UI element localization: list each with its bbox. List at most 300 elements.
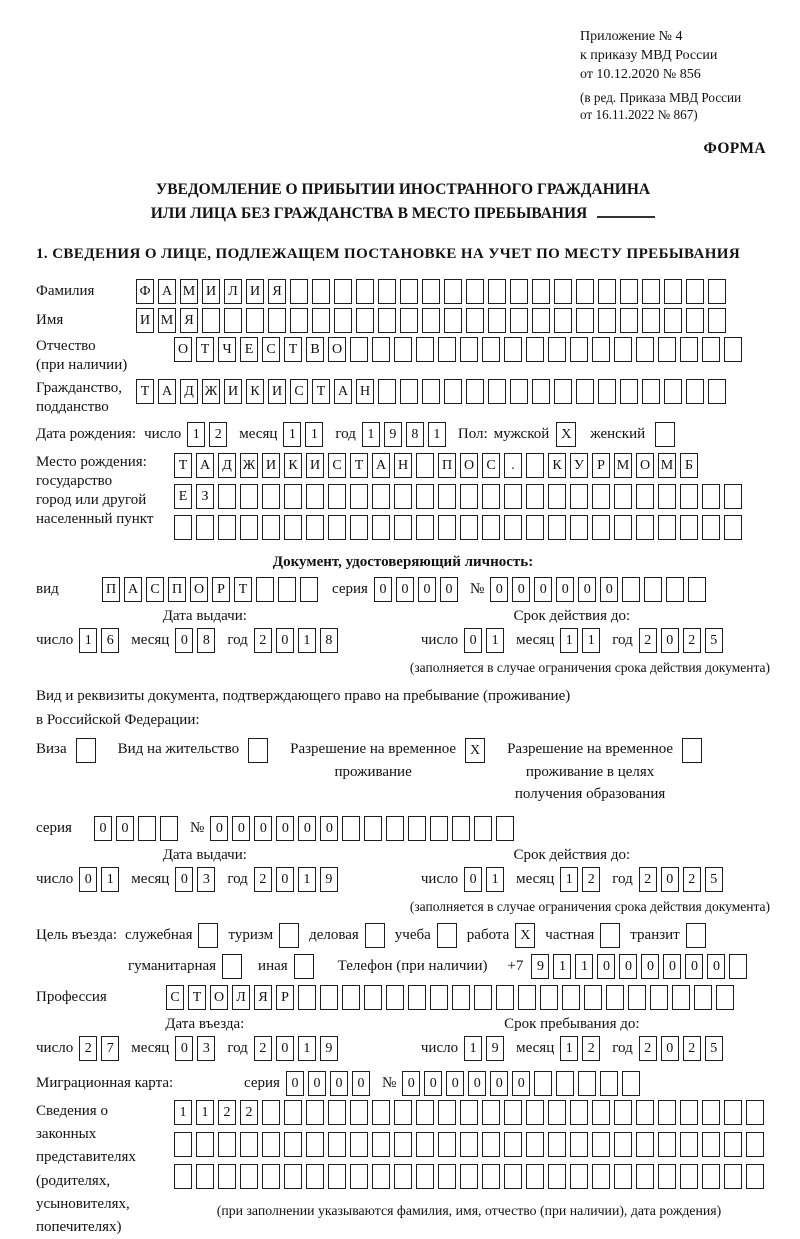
char-box[interactable] [218,484,236,509]
char-box[interactable]: Т [174,453,192,478]
char-box[interactable]: 2 [240,1100,258,1125]
stay-month[interactable] [560,1036,600,1061]
char-box[interactable] [174,515,192,540]
char-box[interactable]: 9 [320,1036,338,1061]
char-box[interactable] [570,515,588,540]
char-box[interactable]: Б [680,453,698,478]
char-box[interactable] [702,1100,720,1125]
char-box[interactable] [658,1164,676,1189]
char-box[interactable]: С [482,453,500,478]
option-temp-residence-checkbox[interactable]: X [465,738,485,763]
char-box[interactable] [620,308,638,333]
char-box[interactable] [548,484,566,509]
char-box[interactable] [262,515,280,540]
char-box[interactable]: М [614,453,632,478]
char-box[interactable] [460,484,478,509]
char-box[interactable]: 0 [286,1071,304,1096]
entry-year[interactable] [254,1036,338,1061]
char-box[interactable] [504,337,522,362]
char-box[interactable] [218,1164,236,1189]
identity-valid-day[interactable] [464,628,504,653]
char-box[interactable]: 1 [575,954,593,979]
char-box[interactable] [460,1132,478,1157]
char-box[interactable]: Т [284,337,302,362]
char-box[interactable] [702,337,720,362]
char-box[interactable] [350,1164,368,1189]
char-box[interactable]: 0 [468,1071,486,1096]
char-box[interactable] [620,379,638,404]
char-box[interactable] [708,308,726,333]
char-box[interactable] [526,1132,544,1157]
char-box[interactable] [488,279,506,304]
char-box[interactable] [438,515,456,540]
char-box[interactable]: Я [268,279,286,304]
char-box[interactable] [262,1132,280,1157]
char-box[interactable] [364,985,382,1010]
char-box[interactable] [394,1100,412,1125]
char-box[interactable]: 0 [320,816,338,841]
residence-valid-year[interactable] [639,867,723,892]
char-box[interactable] [262,1100,280,1125]
char-box[interactable]: Ж [202,379,220,404]
purpose-study-checkbox[interactable] [437,923,457,948]
char-box[interactable]: 9 [384,422,402,447]
char-box[interactable]: 1 [582,628,600,653]
char-box[interactable]: 0 [597,954,615,979]
char-box[interactable] [350,515,368,540]
purpose-humanitarian-checkbox[interactable] [222,954,242,979]
char-box[interactable]: 0 [424,1071,442,1096]
char-box[interactable]: И [202,279,220,304]
char-box[interactable]: 8 [320,628,338,653]
purpose-study[interactable] [395,923,457,948]
char-box[interactable] [658,1100,676,1125]
char-box[interactable] [416,337,434,362]
char-box[interactable] [570,337,588,362]
char-box[interactable]: 0 [330,1071,348,1096]
char-box[interactable]: 0 [402,1071,420,1096]
char-box[interactable] [708,279,726,304]
char-box[interactable]: О [328,337,346,362]
char-box[interactable]: М [158,308,176,333]
surname-boxes[interactable] [136,279,726,304]
char-box[interactable] [504,484,522,509]
char-box[interactable] [666,577,684,602]
char-box[interactable] [620,279,638,304]
purpose-private-checkbox[interactable] [600,923,620,948]
char-box[interactable] [724,337,742,362]
char-box[interactable] [364,816,382,841]
purpose-transit-checkbox[interactable] [686,923,706,948]
char-box[interactable] [482,515,500,540]
char-box[interactable]: Р [212,577,230,602]
char-box[interactable]: П [438,453,456,478]
char-box[interactable] [548,1100,566,1125]
identity-valid-year[interactable] [639,628,723,653]
char-box[interactable] [438,337,456,362]
char-box[interactable]: 0 [661,867,679,892]
char-box[interactable] [460,337,478,362]
char-box[interactable]: 0 [175,628,193,653]
char-box[interactable]: 1 [79,628,97,653]
char-box[interactable]: 2 [209,422,227,447]
option-visa-checkbox[interactable] [76,738,96,763]
identity-issue-day[interactable] [79,628,119,653]
char-box[interactable]: Р [276,985,294,1010]
char-box[interactable] [724,484,742,509]
char-box[interactable] [548,515,566,540]
char-box[interactable]: 0 [175,1036,193,1061]
char-box[interactable]: 0 [79,867,97,892]
char-box[interactable] [540,985,558,1010]
char-box[interactable]: 0 [534,577,552,602]
char-box[interactable] [570,1100,588,1125]
char-box[interactable]: 0 [512,1071,530,1096]
char-box[interactable] [482,1100,500,1125]
char-box[interactable] [430,985,448,1010]
gender-male-checkbox[interactable]: X [556,422,576,447]
birth-month-boxes[interactable] [283,422,323,447]
char-box[interactable] [328,1100,346,1125]
char-box[interactable]: 0 [578,577,596,602]
char-box[interactable]: 0 [276,867,294,892]
char-box[interactable] [408,816,426,841]
option-residence-permit-checkbox[interactable] [248,738,268,763]
residence-issue-month[interactable] [175,867,215,892]
char-box[interactable] [724,1100,742,1125]
char-box[interactable] [628,985,646,1010]
char-box[interactable]: 1 [174,1100,192,1125]
profession-boxes[interactable] [166,985,734,1010]
char-box[interactable] [488,379,506,404]
char-box[interactable] [444,279,462,304]
char-box[interactable] [526,453,544,478]
purpose-official-checkbox[interactable] [198,923,218,948]
representatives-row3-boxes[interactable] [174,1164,764,1189]
char-box[interactable] [504,1164,522,1189]
migration-number-boxes[interactable] [402,1071,640,1096]
char-box[interactable] [554,279,572,304]
char-box[interactable] [598,379,616,404]
char-box[interactable] [686,279,704,304]
char-box[interactable] [460,1100,478,1125]
char-box[interactable] [482,1132,500,1157]
char-box[interactable] [202,308,220,333]
char-box[interactable] [378,379,396,404]
char-box[interactable] [328,515,346,540]
char-box[interactable] [592,515,610,540]
char-box[interactable]: Л [232,985,250,1010]
char-box[interactable]: 0 [512,577,530,602]
char-box[interactable] [548,1164,566,1189]
char-box[interactable] [328,1164,346,1189]
char-box[interactable] [592,337,610,362]
birth-place-row1-boxes[interactable] [174,453,698,478]
char-box[interactable]: 5 [705,628,723,653]
char-box[interactable]: С [328,453,346,478]
char-box[interactable] [196,1164,214,1189]
char-box[interactable]: И [136,308,154,333]
char-box[interactable] [386,816,404,841]
char-box[interactable]: 2 [639,867,657,892]
char-box[interactable] [262,1164,280,1189]
phone-boxes[interactable] [531,954,747,979]
char-box[interactable] [686,379,704,404]
residence-valid-day[interactable] [464,867,504,892]
char-box[interactable] [350,1100,368,1125]
residence-valid-month[interactable] [560,867,600,892]
char-box[interactable]: 0 [490,577,508,602]
char-box[interactable] [372,1164,390,1189]
char-box[interactable] [422,279,440,304]
char-box[interactable]: 0 [707,954,725,979]
char-box[interactable]: О [210,985,228,1010]
char-box[interactable]: А [372,453,390,478]
purpose-humanitarian[interactable] [128,954,242,979]
char-box[interactable]: О [190,577,208,602]
char-box[interactable]: 1 [101,867,119,892]
char-box[interactable] [532,379,550,404]
char-box[interactable] [526,1164,544,1189]
char-box[interactable] [642,308,660,333]
purpose-business-checkbox[interactable] [365,923,385,948]
char-box[interactable] [438,1164,456,1189]
char-box[interactable] [518,985,536,1010]
option-temp-residence[interactable] [290,738,485,783]
char-box[interactable]: 0 [440,577,458,602]
char-box[interactable]: 7 [101,1036,119,1061]
char-box[interactable] [284,1100,302,1125]
birth-place-row3-boxes[interactable] [174,515,742,540]
char-box[interactable]: 0 [94,816,112,841]
residence-series-boxes[interactable] [94,816,178,841]
char-box[interactable] [576,308,594,333]
char-box[interactable] [372,515,390,540]
option-visa[interactable] [36,738,96,763]
char-box[interactable]: С [262,337,280,362]
char-box[interactable]: 2 [639,1036,657,1061]
char-box[interactable]: 0 [276,816,294,841]
purpose-tourism[interactable] [228,923,299,948]
char-box[interactable]: 3 [197,1036,215,1061]
migration-series-boxes[interactable] [286,1071,370,1096]
char-box[interactable]: Д [218,453,236,478]
birth-day-boxes[interactable] [187,422,227,447]
char-box[interactable] [306,1164,324,1189]
char-box[interactable] [716,985,734,1010]
char-box[interactable]: 0 [116,816,134,841]
char-box[interactable] [554,379,572,404]
char-box[interactable]: 2 [582,867,600,892]
char-box[interactable] [416,453,434,478]
char-box[interactable]: А [124,577,142,602]
char-box[interactable]: 0 [663,954,681,979]
char-box[interactable] [680,1164,698,1189]
char-box[interactable]: З [196,484,214,509]
citizenship-boxes[interactable] [136,379,726,404]
char-box[interactable]: М [180,279,198,304]
char-box[interactable]: И [246,279,264,304]
char-box[interactable] [614,1132,632,1157]
char-box[interactable] [268,308,286,333]
char-box[interactable] [598,279,616,304]
char-box[interactable]: 8 [197,628,215,653]
char-box[interactable] [386,985,404,1010]
char-box[interactable] [592,1132,610,1157]
char-box[interactable] [532,279,550,304]
char-box[interactable] [746,1164,764,1189]
char-box[interactable] [622,1071,640,1096]
char-box[interactable]: Р [592,453,610,478]
char-box[interactable]: 2 [218,1100,236,1125]
char-box[interactable]: 0 [464,628,482,653]
residence-issue-day[interactable] [79,867,119,892]
char-box[interactable]: Д [180,379,198,404]
name-boxes[interactable] [136,308,726,333]
char-box[interactable]: 0 [661,628,679,653]
char-box[interactable]: 1 [283,422,301,447]
char-box[interactable] [576,379,594,404]
char-box[interactable] [614,1100,632,1125]
char-box[interactable]: 1 [553,954,571,979]
char-box[interactable]: У [570,453,588,478]
char-box[interactable] [400,308,418,333]
char-box[interactable] [680,484,698,509]
char-box[interactable] [460,515,478,540]
residence-number-boxes[interactable] [210,816,514,841]
char-box[interactable] [284,1164,302,1189]
char-box[interactable] [394,337,412,362]
char-box[interactable]: 0 [298,816,316,841]
char-box[interactable] [644,577,662,602]
char-box[interactable]: О [460,453,478,478]
char-box[interactable] [240,1164,258,1189]
char-box[interactable]: П [102,577,120,602]
char-box[interactable]: 0 [490,1071,508,1096]
char-box[interactable] [400,279,418,304]
char-box[interactable] [438,1100,456,1125]
char-box[interactable]: 0 [418,577,436,602]
char-box[interactable] [482,337,500,362]
char-box[interactable] [598,308,616,333]
purpose-other-checkbox[interactable] [294,954,314,979]
char-box[interactable] [452,985,470,1010]
char-box[interactable]: 0 [600,577,618,602]
char-box[interactable] [474,816,492,841]
char-box[interactable] [174,1164,192,1189]
char-box[interactable]: 0 [308,1071,326,1096]
char-box[interactable] [636,1100,654,1125]
char-box[interactable]: 0 [276,1036,294,1061]
char-box[interactable] [614,337,632,362]
char-box[interactable] [138,816,156,841]
char-box[interactable]: Я [254,985,272,1010]
char-box[interactable] [729,954,747,979]
char-box[interactable] [658,484,676,509]
char-box[interactable]: Т [188,985,206,1010]
option-temp-residence-education-checkbox[interactable] [682,738,702,763]
char-box[interactable] [422,379,440,404]
char-box[interactable] [622,577,640,602]
char-box[interactable]: П [168,577,186,602]
char-box[interactable] [664,308,682,333]
char-box[interactable] [444,379,462,404]
char-box[interactable] [350,484,368,509]
char-box[interactable]: 9 [320,867,338,892]
char-box[interactable]: И [268,379,286,404]
char-box[interactable]: М [658,453,676,478]
char-box[interactable] [636,337,654,362]
char-box[interactable] [218,1132,236,1157]
char-box[interactable]: 8 [406,422,424,447]
char-box[interactable]: А [196,453,214,478]
char-box[interactable] [356,279,374,304]
char-box[interactable]: 0 [276,628,294,653]
char-box[interactable] [312,279,330,304]
char-box[interactable] [636,484,654,509]
char-box[interactable]: 1 [362,422,380,447]
char-box[interactable]: 2 [254,628,272,653]
char-box[interactable]: 5 [705,1036,723,1061]
char-box[interactable] [592,1164,610,1189]
char-box[interactable] [306,515,324,540]
char-box[interactable]: Т [136,379,154,404]
char-box[interactable] [510,308,528,333]
char-box[interactable] [262,484,280,509]
char-box[interactable]: 0 [641,954,659,979]
purpose-official[interactable] [125,923,219,948]
char-box[interactable] [650,985,668,1010]
char-box[interactable] [496,985,514,1010]
char-box[interactable] [510,379,528,404]
char-box[interactable] [702,1164,720,1189]
char-box[interactable] [482,1164,500,1189]
char-box[interactable] [694,985,712,1010]
char-box[interactable] [378,308,396,333]
char-box[interactable] [526,1100,544,1125]
char-box[interactable] [160,816,178,841]
identity-number-boxes[interactable] [490,577,706,602]
char-box[interactable]: 0 [374,577,392,602]
char-box[interactable] [372,1132,390,1157]
char-box[interactable] [680,337,698,362]
char-box[interactable] [562,985,580,1010]
char-box[interactable] [394,1132,412,1157]
char-box[interactable]: 0 [210,816,228,841]
char-box[interactable] [556,1071,574,1096]
char-box[interactable] [312,308,330,333]
char-box[interactable]: 1 [560,1036,578,1061]
char-box[interactable] [306,1132,324,1157]
char-box[interactable] [320,985,338,1010]
char-box[interactable] [196,515,214,540]
char-box[interactable] [416,1100,434,1125]
char-box[interactable]: 1 [305,422,323,447]
char-box[interactable]: Я [180,308,198,333]
char-box[interactable]: К [284,453,302,478]
char-box[interactable] [290,308,308,333]
char-box[interactable]: 1 [560,867,578,892]
char-box[interactable] [240,484,258,509]
char-box[interactable]: 2 [254,1036,272,1061]
char-box[interactable] [584,985,602,1010]
char-box[interactable]: 0 [352,1071,370,1096]
char-box[interactable] [488,308,506,333]
char-box[interactable] [356,308,374,333]
char-box[interactable] [240,515,258,540]
char-box[interactable] [534,1071,552,1096]
char-box[interactable] [504,1132,522,1157]
